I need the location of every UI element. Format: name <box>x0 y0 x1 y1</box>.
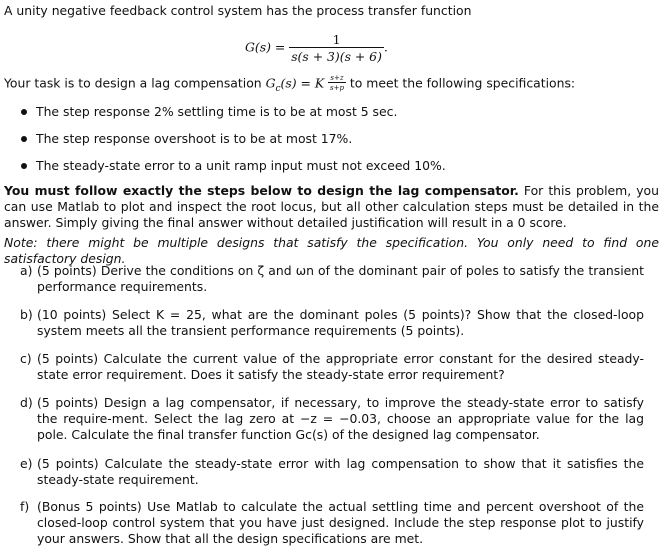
equation-trail: . <box>383 39 388 55</box>
task-frac-num: s+z <box>328 75 346 83</box>
intro-text: A unity negative feedback control system has the process transfer function <box>4 3 472 18</box>
question-item <box>20 351 644 383</box>
question-item <box>20 395 644 443</box>
equation-fraction <box>289 33 384 63</box>
question-text: (Bonus 5 points) Use Matlab to calculate the actual settling time and percent overshoot of the closed-loop control system that you have just designed. Include the step response plot to justify your answers. Show that all the design specifications are met. <box>37 499 644 546</box>
question-text: (5 points) Derive the conditions on ζ and ωn of the dominant pair of poles to satisfy the transient performance requirements. <box>37 263 644 294</box>
spec-item <box>21 104 397 119</box>
instructions-paragraph <box>4 183 659 231</box>
question-label: d) <box>20 395 33 410</box>
equation-numerator: 1 <box>289 33 384 48</box>
question-text: (5 points) Calculate the current value of the appropriate error constant for the desired steady-state error requirement. Does it satisfy the steady-state error requirement? <box>37 351 644 382</box>
equation-lhs: G(s) = <box>245 39 286 55</box>
question-item <box>20 499 644 547</box>
task-fraction <box>328 75 346 93</box>
task-statement <box>4 75 575 94</box>
task-gc: G <box>265 75 276 91</box>
spec-text: The step response 2% settling time is to be at most 5 sec. <box>36 104 398 119</box>
bullet-icon <box>21 109 27 115</box>
question-text: (10 points) Select K = 25, what are the dominant poles (5 points)? Show that the closed-loop system meets all the transient performance requirements (5 points). <box>37 307 644 338</box>
question-item <box>20 456 644 488</box>
spec-text: The steady-state error to a unit ramp input must not exceed 10%. <box>36 158 446 173</box>
instructions-bold: You must follow exactly the steps below to design the lag compensator. <box>4 183 519 198</box>
transfer-function-equation <box>245 33 388 63</box>
question-label: b) <box>20 307 33 322</box>
question-label: c) <box>20 351 32 366</box>
question-label: a) <box>20 263 33 278</box>
task-gc-sub: c <box>275 83 281 94</box>
question-item <box>20 307 644 339</box>
spec-item <box>21 131 352 146</box>
question-label: f) <box>20 499 30 514</box>
task-frac-den: s+p <box>330 84 344 93</box>
spec-text: The step response overshoot is to be at most 17%. <box>36 131 353 146</box>
question-text: (5 points) Calculate the steady-state error with lag compensation to show that it satisfies the steady-state requirement. <box>37 456 644 487</box>
equation-denominator: s(s + 3)(s + 6) <box>291 49 382 65</box>
note-text: Note: there might be multiple designs that satisfy the specification. You only need to find one satisfactory design. <box>4 235 659 266</box>
task-mid: (s) = K <box>280 75 325 91</box>
question-item <box>20 263 644 295</box>
task-before: Your task is to design a lag compensation <box>4 75 266 91</box>
question-label: e) <box>20 456 33 471</box>
bullet-icon <box>21 163 27 169</box>
spec-item <box>21 158 446 173</box>
instructions-rest: For this problem, you can use Matlab to plot and inspect the root locus, but all other calculation steps must be detailed in the answer. Simply giving the final answer without detailed justification will result in a 0 score. <box>4 183 659 230</box>
question-text: (5 points) Design a lag compensator, if necessary, to improve the steady-state error to satisfy the require-ment. Select the lag zero at −z = −0.03, choose an appropriate value for the lag pole. Calculate the final transfer function Gc(s) of the designed lag compensator. <box>37 395 644 442</box>
task-after: to meet the following specifications: <box>345 75 576 91</box>
bullet-icon <box>21 136 27 142</box>
